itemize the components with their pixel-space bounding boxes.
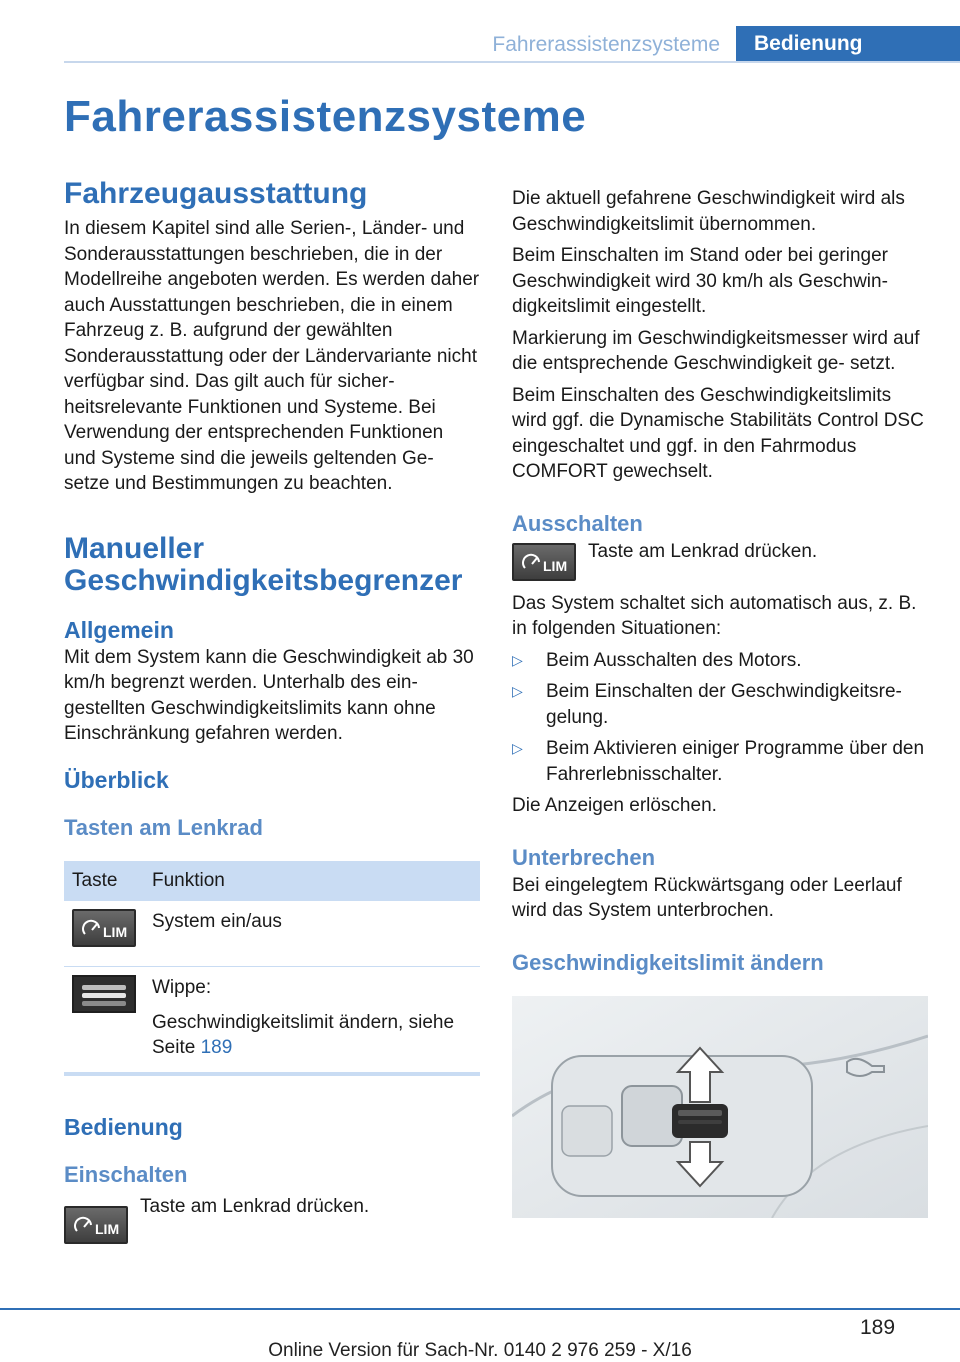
table-cell-function-1: System ein/aus [144,901,480,967]
heading-manueller: Manueller [64,531,205,565]
heading-tasten-am-lenkrad: Tasten am Lenkrad [64,814,263,840]
table-row [64,966,480,1074]
triangle-bullet-icon: ▷ [512,683,523,699]
page-number: 189 [860,1316,896,1339]
header-divider [64,61,960,63]
triangle-bullet-icon: ▷ [512,651,523,668]
lim-icon-label: LIM [103,923,128,940]
ausschalten-text: Taste am Lenkrad drücken. [588,540,818,562]
heading-allgemein: Allgemein [64,616,174,643]
lim-button-icon [72,909,136,947]
bullet-list [512,648,928,788]
page-link-189[interactable]: 189 [200,1036,233,1058]
paragraph-markierung: Markierung im Geschwindigkeitsmesser wird auf die entsprechende Geschwindigkeit ge- setzt. [512,327,920,374]
einschalten-row [64,1190,480,1244]
table-row [64,901,480,967]
heading-bedienung: Bedienung [64,1113,183,1140]
right-column [512,186,928,1218]
paragraph-stand: Beim Einschalten im Stand oder bei geringer Geschwindigkeit wird 30 km/h als Geschwin- digkeitslimit eingestellt. [512,245,888,317]
header-tab-bedienung: Bedienung [736,26,960,62]
table-cell-wippe: Wippe: [152,976,212,998]
left-column [64,178,480,1244]
paragraph-automatisch-aus: Das System schaltet sich automatisch aus, z. B. in folgenden Situationen: [512,592,917,639]
paragraph-unterbrechen: Bei eingelegtem Rückwärtsgang oder Leerlauf wird das System unterbrochen. [512,874,902,921]
table-cell-limit-text: Geschwindigkeitslimit ändern, siehe Seite [152,1011,455,1058]
list-item: ▷ Beim Ausschalten des Motors. [512,648,928,674]
einschalten-text: Taste am Lenkrad drücken. [140,1195,370,1217]
heading-ausschalten: Ausschalten [512,510,643,536]
paragraph-dsc: Beim Einschalten des Geschwindigkeitslimits wird ggf. die Dynamische Stabilitäts Control DSC eingeschaltet und ggf. in den Fahrmodus COMFORT gewechselt. [512,384,924,482]
triangle-bullet-icon: ▷ [512,740,523,756]
header-section-label: Fahrerassistenzsysteme [492,33,720,56]
heading-ueberblick: Überblick [64,766,169,793]
ausschalten-row [512,539,928,581]
list-item: ▷ Beim Aktivieren einiger Programme über den Fahrerlebnisschalter. [512,738,925,785]
paragraph-anzeigen: Die Anzeigen erlöschen. [512,795,717,816]
lim-button-icon [64,1206,128,1244]
lim-icon-label: LIM [95,1220,120,1237]
table-header-row [64,861,480,901]
table-header-funktion: Funktion [144,861,480,901]
button-table [64,861,480,1076]
heading-unterbrechen: Unterbrechen [512,844,656,870]
page-title: Fahrerassistenzsysteme [64,92,587,141]
paragraph-allgemein: Mit dem System kann die Geschwindigkeit ab 30 km/h begrenzt werden. Unterhalb des ein- gestellten Geschwindigkeitslimits kann ohne Einschränkung gefahren werden. [64,646,474,744]
lim-icon-label: LIM [543,557,568,574]
table-header-taste: Taste [64,861,144,901]
table-cell-function-2 [152,1010,472,1060]
heading-geschwindigkeitsbegrenzer: Geschwindigkeitsbegrenzer [64,563,463,597]
steering-wheel-image [512,996,928,1218]
footer-divider [0,1308,960,1310]
heading-einschalten: Einschalten [64,1161,188,1187]
list-item: ▷ Beim Einschalten der Geschwindigkeitsre- gelung. [512,681,902,728]
paragraph-fahrzeugausstattung: In diesem Kapitel sind alle Serien-, Länder- und Sonderausstattungen beschrieben, die in der Modellreihe angeboten werden. Es werden daher auch Ausstattungen beschrieben, die in einem Fahrzeug z. B. aufgrund der gewählten Sonderausstattung oder der Ländervariante nicht verfügbar sind. Das gilt auch für sicher- heitsrelevante Funktionen und Systeme. Bei Verwendung der entsprechenden Funktionen und Systeme sind die jeweils geltenden Ge- setze und Bestimmungen zu beachten. [64,218,480,494]
rocker-switch-icon [72,975,136,1013]
footer-text: Online Version für Sach-Nr. 0140 2 976 259 - X/16 [268,1340,692,1361]
paragraph-uebernahme: Die aktuell gefahrene Geschwindigkeit wird als Geschwindigkeitslimit übernommen. [512,188,905,235]
lim-button-icon [512,543,576,581]
heading-fahrzeugausstattung: Fahrzeugausstattung [64,177,368,210]
heading-limit-aendern: Geschwindigkeitslimit ändern [512,949,824,975]
